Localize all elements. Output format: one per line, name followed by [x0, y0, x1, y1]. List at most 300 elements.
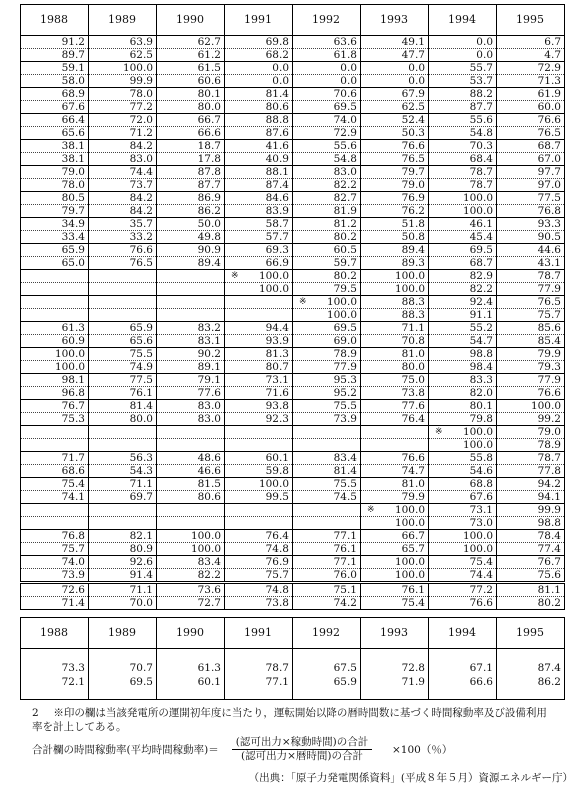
table-cell: 82.1 [89, 530, 157, 543]
table-cell: 69.5 [293, 322, 361, 335]
table-cell: 87.6 [225, 127, 293, 140]
table-cell: 75.7 [497, 309, 565, 322]
table-cell: 54.3 [89, 465, 157, 478]
header-year-1990: 1990 [157, 5, 225, 36]
table-cell: 0.0 [225, 62, 293, 75]
table-cell: 73.6 [157, 583, 225, 597]
table-cell: 78.9 [497, 439, 565, 452]
table-cell: 83.1 [157, 335, 225, 348]
table-cell: 73.8 [361, 387, 429, 400]
table-cell: 65.0 [21, 257, 89, 270]
table-cell: 80.1 [157, 88, 225, 101]
table-cell: 69.5 [429, 244, 497, 257]
table-row-time-rate [21, 62, 565, 75]
table-cell: 60.5 [293, 244, 361, 257]
table-cell: 62.5 [89, 49, 157, 62]
table-cell: 76.6 [497, 114, 565, 127]
table-cell: 100.0 [429, 439, 497, 452]
table-cell [21, 504, 89, 517]
table-cell: 77.4 [497, 543, 565, 556]
table-cell: 88.3 [361, 296, 429, 309]
summary-row [21, 649, 565, 676]
summary-cell: 60.1 [157, 675, 225, 700]
table-cell: 44.6 [497, 244, 565, 257]
summary-header-year-1992: 1992 [293, 618, 361, 649]
table-cell: 80.5 [21, 192, 89, 205]
table-cell: 91.1 [429, 309, 497, 322]
table-cell: 51.8 [361, 218, 429, 231]
table-cell: 0.0 [225, 75, 293, 88]
formula-fraction [232, 736, 372, 763]
table-cell: 76.6 [497, 387, 565, 400]
table-cell: 49.1 [361, 36, 429, 49]
table-cell: 46.6 [157, 465, 225, 478]
table-cell: 76.6 [361, 452, 429, 465]
table-cell: 83.4 [293, 452, 361, 465]
first-year-mark: ※ [299, 297, 307, 307]
table-cell: 100.0 [157, 530, 225, 543]
table-cell: 76.4 [225, 530, 293, 543]
table-row-time-rate [21, 426, 565, 439]
table-cell [157, 504, 225, 517]
table-cell: 69.0 [293, 335, 361, 348]
table-cell [225, 270, 293, 283]
table-cell [225, 296, 293, 309]
table-cell: 66.9 [225, 257, 293, 270]
table-cell: 76.0 [293, 569, 361, 583]
table-row-time-rate [21, 166, 565, 179]
table-cell: 77.2 [429, 583, 497, 597]
table-cell [225, 517, 293, 530]
table-cell: 54.8 [293, 153, 361, 166]
summary-cell: 78.7 [225, 649, 293, 676]
table-cell: 76.5 [497, 127, 565, 140]
table-cell: 83.9 [225, 205, 293, 218]
table-row-time-rate [21, 140, 565, 153]
header-year-1989: 1989 [89, 5, 157, 36]
table-cell [225, 439, 293, 452]
table-cell: 50.3 [361, 127, 429, 140]
utilization-table [20, 4, 565, 610]
table-cell: 98.8 [429, 348, 497, 361]
first-year-mark: ※ [231, 271, 239, 281]
table-cell: 76.5 [497, 296, 565, 309]
table-cell: 83.4 [157, 556, 225, 569]
table-cell: 74.4 [89, 166, 157, 179]
table-cell [89, 283, 157, 296]
table-cell: 58.0 [21, 75, 89, 88]
table-cell: 77.1 [293, 556, 361, 569]
table-row-capacity-factor [21, 465, 565, 478]
table-cell: 77.1 [293, 530, 361, 543]
table-row-capacity-factor [21, 283, 565, 296]
table-cell: 79.5 [293, 283, 361, 296]
table-cell: 61.8 [293, 49, 361, 62]
table-row-time-rate [21, 322, 565, 335]
summary-header-year-1993: 1993 [361, 618, 429, 649]
table-cell: 49.8 [157, 231, 225, 244]
table-cell: 79.0 [497, 426, 565, 439]
table-cell: 65.6 [21, 127, 89, 140]
table-cell: 66.7 [361, 530, 429, 543]
table-cell: 81.2 [293, 218, 361, 231]
table-row-capacity-factor [21, 413, 565, 426]
table-cell: 77.5 [89, 374, 157, 387]
table-cell: 84.2 [89, 205, 157, 218]
table-cell: 85.6 [497, 322, 565, 335]
table-cell [293, 517, 361, 530]
table-cell: 82.0 [429, 387, 497, 400]
table-cell: 88.3 [361, 309, 429, 322]
table-cell: 74.5 [293, 491, 361, 504]
table-cell [89, 504, 157, 517]
table-cell [361, 504, 429, 517]
table-cell: 54.8 [429, 127, 497, 140]
table-cell: 70.3 [429, 140, 497, 153]
table-cell: 69.3 [225, 244, 293, 257]
table-cell: 88.8 [225, 114, 293, 127]
table-cell: 75.6 [497, 569, 565, 583]
table-cell: 76.8 [497, 205, 565, 218]
table-row-capacity-factor [21, 335, 565, 348]
table-cell: 74.8 [225, 583, 293, 597]
table-cell: 97.0 [497, 179, 565, 192]
table-cell: 70.6 [293, 88, 361, 101]
cell-value: 100.0 [394, 504, 425, 516]
footnote-number: 2 [32, 707, 39, 719]
table-cell: 84.6 [225, 192, 293, 205]
table-cell [89, 426, 157, 439]
table-cell: 72.9 [293, 127, 361, 140]
table-cell: 0.0 [429, 36, 497, 49]
table-cell: 76.1 [361, 583, 429, 597]
table-cell: 73.7 [89, 179, 157, 192]
summary-table [20, 617, 565, 700]
table-cell: 81.3 [225, 348, 293, 361]
table-cell: 66.4 [21, 114, 89, 127]
table-row-capacity-factor [21, 517, 565, 530]
table-cell: 94.1 [497, 491, 565, 504]
table-cell: 81.0 [361, 348, 429, 361]
table-row-time-rate [21, 244, 565, 257]
table-row-capacity-factor [21, 491, 565, 504]
table-row-time-rate [21, 478, 565, 491]
table-cell: 78.7 [429, 166, 497, 179]
table-cell [89, 309, 157, 322]
table-cell: 68.7 [497, 140, 565, 153]
table-cell: 72.9 [497, 62, 565, 75]
table-cell: 92.6 [89, 556, 157, 569]
summary-cell: 72.8 [361, 649, 429, 676]
table-cell: 68.9 [21, 88, 89, 101]
table-cell: 61.5 [157, 62, 225, 75]
table-cell: 43.1 [497, 257, 565, 270]
table-cell: 100.0 [497, 400, 565, 413]
table-row-capacity-factor [21, 387, 565, 400]
table-cell: 57.7 [225, 231, 293, 244]
table-cell: 18.7 [157, 140, 225, 153]
table-cell: 65.9 [89, 322, 157, 335]
table-cell: 78.0 [89, 88, 157, 101]
table-cell: 71.1 [89, 583, 157, 597]
table-cell: 38.1 [21, 153, 89, 166]
table-row-capacity-factor [21, 309, 565, 322]
summary-cell: 72.1 [21, 675, 89, 700]
table-cell: 75.3 [21, 413, 89, 426]
table-cell: 74.1 [21, 491, 89, 504]
table-cell: 66.7 [157, 114, 225, 127]
table-cell: 74.2 [293, 597, 361, 610]
table-cell: 98.8 [497, 517, 565, 530]
table-cell: 77.9 [293, 361, 361, 374]
table-cell [157, 283, 225, 296]
table-cell: 73.0 [429, 517, 497, 530]
table-cell: 67.6 [429, 491, 497, 504]
table-cell: 48.6 [157, 452, 225, 465]
table-row-capacity-factor [21, 179, 565, 192]
table-cell [293, 296, 361, 309]
table-cell: 89.1 [157, 361, 225, 374]
table-cell: 100.0 [293, 309, 361, 322]
table-row-time-rate [21, 88, 565, 101]
table-row-capacity-factor [21, 205, 565, 218]
summary-header-year-1989: 1989 [89, 618, 157, 649]
summary-cell: 70.7 [89, 649, 157, 676]
table-cell: 80.7 [225, 361, 293, 374]
table-cell: 74.9 [89, 361, 157, 374]
cell-value: 100.0 [326, 296, 357, 308]
table-cell: 86.2 [157, 205, 225, 218]
table-cell: 50.0 [157, 218, 225, 231]
table-cell: 90.9 [157, 244, 225, 257]
table-cell: 78.7 [497, 270, 565, 283]
table-cell: 62.7 [157, 36, 225, 49]
table-cell: 60.9 [21, 335, 89, 348]
table-cell: 76.8 [21, 530, 89, 543]
table-row-capacity-factor [21, 127, 565, 140]
table-cell: 75.7 [21, 543, 89, 556]
table-cell: 100.0 [21, 348, 89, 361]
table-cell: 46.1 [429, 218, 497, 231]
table-cell: 99.9 [497, 504, 565, 517]
table-cell: 76.1 [89, 387, 157, 400]
table-row-time-rate [21, 192, 565, 205]
table-cell: 90.2 [157, 348, 225, 361]
table-cell: 100.0 [89, 62, 157, 75]
table-cell: 93.3 [497, 218, 565, 231]
table-cell: 77.9 [497, 374, 565, 387]
summary-cell: 86.2 [497, 675, 565, 700]
table-cell [21, 296, 89, 309]
table-cell: 83.3 [429, 374, 497, 387]
table-cell: 83.0 [157, 413, 225, 426]
table-cell [157, 309, 225, 322]
table-cell [157, 296, 225, 309]
table-cell: 95.3 [293, 374, 361, 387]
table-cell: 74.0 [21, 556, 89, 569]
table-cell: 87.7 [429, 101, 497, 114]
table-cell: 74.7 [361, 465, 429, 478]
table-cell [157, 426, 225, 439]
table-cell: 83.0 [89, 153, 157, 166]
table-cell: 79.9 [497, 348, 565, 361]
table-cell: 80.1 [429, 400, 497, 413]
table-cell: 84.2 [89, 140, 157, 153]
table-row-capacity-factor [21, 597, 565, 610]
table-cell: 74.0 [293, 114, 361, 127]
table-cell [89, 517, 157, 530]
table-cell: 89.7 [21, 49, 89, 62]
table-cell: 73.1 [429, 504, 497, 517]
table-cell: 0.0 [293, 75, 361, 88]
table-cell: 77.2 [89, 101, 157, 114]
table-cell: 71.7 [21, 452, 89, 465]
table-cell: 65.9 [21, 244, 89, 257]
table-cell: 80.9 [89, 543, 157, 556]
table-cell: 71.1 [361, 322, 429, 335]
first-year-mark: ※ [367, 505, 375, 515]
table-row-time-rate [21, 348, 565, 361]
table-row-capacity-factor [21, 101, 565, 114]
table-cell: 83.0 [157, 400, 225, 413]
table-cell: 91.2 [21, 36, 89, 49]
table-cell: 88.2 [429, 88, 497, 101]
table-cell [225, 504, 293, 517]
table-cell: 63.9 [89, 36, 157, 49]
table-cell [21, 309, 89, 322]
header-year-1992: 1992 [293, 5, 361, 36]
table-cell: 91.4 [89, 569, 157, 583]
table-cell: 59.1 [21, 62, 89, 75]
table-cell: 76.9 [361, 192, 429, 205]
table-cell: 68.7 [429, 257, 497, 270]
table-cell: 75.4 [361, 597, 429, 610]
table-cell: 70.8 [361, 335, 429, 348]
table-cell: 56.3 [89, 452, 157, 465]
header-year-1995: 1995 [497, 5, 565, 36]
first-year-mark: ※ [435, 427, 443, 437]
table-cell: 81.5 [157, 478, 225, 491]
header-year-1994: 1994 [429, 5, 497, 36]
cell-value: 100.0 [462, 426, 493, 438]
table-cell: 73.9 [293, 413, 361, 426]
table-cell: 78.9 [293, 348, 361, 361]
table-cell: 85.4 [497, 335, 565, 348]
table-cell: 81.0 [361, 478, 429, 491]
table-cell: 0.0 [361, 75, 429, 88]
table-cell: 54.6 [429, 465, 497, 478]
table-cell: 70.0 [89, 597, 157, 610]
summary-cell: 66.6 [429, 675, 497, 700]
table-cell: 89.3 [361, 257, 429, 270]
table-row-time-rate [21, 296, 565, 309]
table-cell: 81.4 [293, 465, 361, 478]
header-year-1991: 1991 [225, 5, 293, 36]
formula [32, 736, 532, 764]
summary-cell: 87.4 [497, 649, 565, 676]
table-cell: 71.3 [497, 75, 565, 88]
table-cell: 67.9 [361, 88, 429, 101]
table-cell: 76.1 [293, 543, 361, 556]
table-cell: 100.0 [225, 478, 293, 491]
table-cell: 80.0 [89, 413, 157, 426]
table-cell: 80.2 [293, 231, 361, 244]
table-cell: 87.7 [157, 179, 225, 192]
table-cell: 96.8 [21, 387, 89, 400]
table-cell: 66.6 [157, 127, 225, 140]
table-cell: 75.5 [89, 348, 157, 361]
summary-row [21, 675, 565, 700]
table-cell: 69.8 [225, 36, 293, 49]
table-cell: 77.6 [361, 400, 429, 413]
table-cell: 82.2 [429, 283, 497, 296]
table-row-capacity-factor [21, 75, 565, 88]
table-cell: 82.7 [293, 192, 361, 205]
table-cell: 84.2 [89, 192, 157, 205]
table-cell: 38.1 [21, 140, 89, 153]
table-cell: 59.8 [225, 465, 293, 478]
table-cell: 61.9 [497, 88, 565, 101]
table-cell: 98.4 [429, 361, 497, 374]
table-cell: 0.0 [429, 49, 497, 62]
table-cell: 54.7 [429, 335, 497, 348]
table-cell [429, 426, 497, 439]
table-cell: 75.0 [361, 374, 429, 387]
table-cell: 100.0 [429, 543, 497, 556]
table-row-time-rate [21, 218, 565, 231]
table-cell: 79.7 [361, 166, 429, 179]
table-cell: 75.4 [21, 478, 89, 491]
table-cell: 77.8 [497, 465, 565, 478]
table-cell: 78.7 [429, 179, 497, 192]
table-cell: 78.4 [497, 530, 565, 543]
table-row-time-rate [21, 452, 565, 465]
table-cell: 79.0 [21, 166, 89, 179]
table-cell: 55.6 [293, 140, 361, 153]
table-cell: 35.7 [89, 218, 157, 231]
header-year-1988: 1988 [21, 5, 89, 36]
table-cell: 99.2 [497, 413, 565, 426]
table-cell [157, 270, 225, 283]
table-cell: 100.0 [361, 283, 429, 296]
table-cell: 53.7 [429, 75, 497, 88]
table-row-capacity-factor [21, 439, 565, 452]
table-cell: 76.4 [361, 413, 429, 426]
table-cell: 72.6 [21, 583, 89, 597]
table-cell: 79.3 [497, 361, 565, 374]
table-cell: 81.4 [89, 400, 157, 413]
table-cell: 55.8 [429, 452, 497, 465]
table-cell [89, 296, 157, 309]
table-cell: 72.7 [157, 597, 225, 610]
table-cell: 76.6 [361, 140, 429, 153]
table-cell: 73.1 [225, 374, 293, 387]
table-row-time-rate [21, 504, 565, 517]
table-cell: 76.2 [361, 205, 429, 218]
table-cell: 55.7 [429, 62, 497, 75]
table-cell: 100.0 [361, 270, 429, 283]
table-cell: 75.7 [225, 569, 293, 583]
table-cell: 76.9 [225, 556, 293, 569]
table-cell: 68.8 [429, 478, 497, 491]
table-cell: 47.7 [361, 49, 429, 62]
table-cell: 100.0 [21, 361, 89, 374]
table-cell: 99.5 [225, 491, 293, 504]
table-cell: 76.5 [361, 153, 429, 166]
table-row-capacity-factor [21, 153, 565, 166]
table-row-capacity-factor [21, 543, 565, 556]
table-cell: 33.2 [89, 231, 157, 244]
